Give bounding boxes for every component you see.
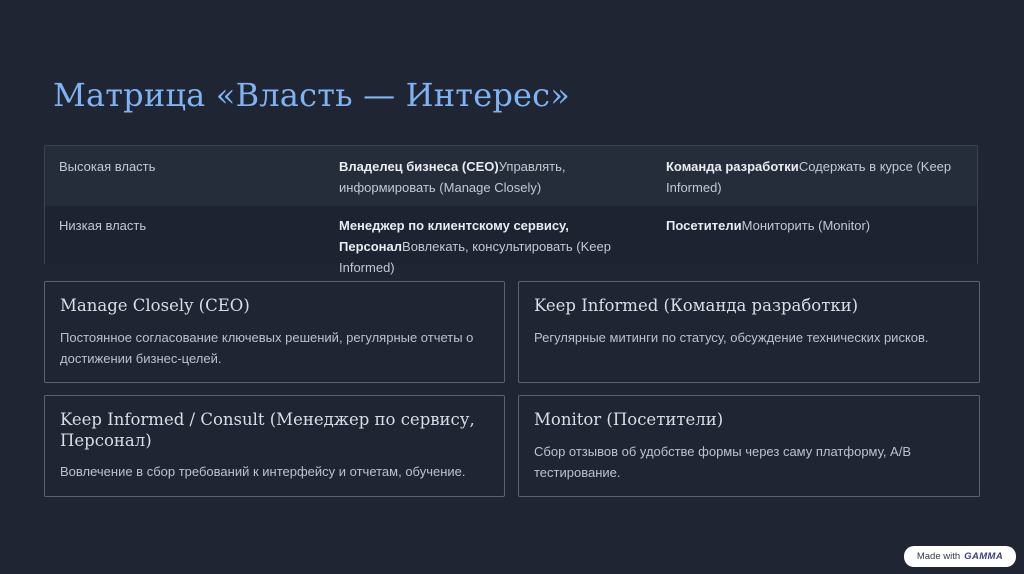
cell-dev-team-strategy: Содержать в курсе (Keep Informed) — [666, 159, 952, 195]
card-monitor — [518, 395, 980, 497]
power-interest-table — [44, 145, 978, 275]
row-label-low-power: Низкая власть — [59, 218, 147, 233]
card-title: Keep Informed (Команда разработки) — [534, 296, 859, 315]
cell-ceo-strategy: Управлять, информировать (Manage Closely) — [339, 159, 566, 195]
table-row-low-power — [45, 206, 977, 275]
cell-visitors-stakeholder: Посетители — [666, 218, 742, 233]
cell-service-manager-stakeholder: Менеджер по клиентскому сервису, Персонал — [339, 218, 569, 254]
badge-prefix: Made with — [916, 551, 961, 562]
card-keep-informed-consult — [44, 395, 505, 497]
card-body: Вовлечение в сбор требований к интерфейсу и отчетам, обучение. — [60, 464, 466, 479]
cell-service-manager — [339, 215, 639, 278]
cell-visitors — [666, 215, 971, 236]
cell-dev-team-stakeholder: Команда разработки — [666, 159, 799, 174]
slide-title: Матрица «Власть — Интерес» — [53, 76, 571, 114]
cell-service-manager-strategy: Вовлекать, консультировать (Keep Informed) — [339, 239, 611, 275]
made-with-gamma-badge[interactable] — [904, 546, 1016, 567]
row-label-high-power: Высокая власть — [59, 159, 156, 174]
cell-ceo-stakeholder: Владелец бизнеса (CEO) — [339, 159, 499, 174]
card-keep-informed — [518, 281, 980, 383]
cell-ceo — [339, 156, 639, 198]
card-body: Регулярные митинги по статусу, обсуждение технических рисков. — [534, 330, 929, 345]
card-body: Сбор отзывов об удобстве формы через саму платформу, A/B тестирование. — [534, 444, 912, 480]
gamma-logo: GAMMA — [964, 551, 1004, 562]
card-manage-closely — [44, 281, 505, 383]
card-title: Keep Informed / Consult (Менеджер по сервису, Персонал) — [60, 410, 475, 450]
cell-dev-team — [666, 156, 971, 198]
card-body: Постоянное согласование ключевых решений, регулярные отчеты о достижении бизнес-целей. — [60, 330, 474, 366]
card-title: Monitor (Посетители) — [534, 410, 724, 429]
cell-visitors-strategy: Мониторить (Monitor) — [741, 218, 871, 233]
table-row-high-power — [45, 146, 977, 206]
card-title: Manage Closely (CEO) — [60, 296, 250, 315]
